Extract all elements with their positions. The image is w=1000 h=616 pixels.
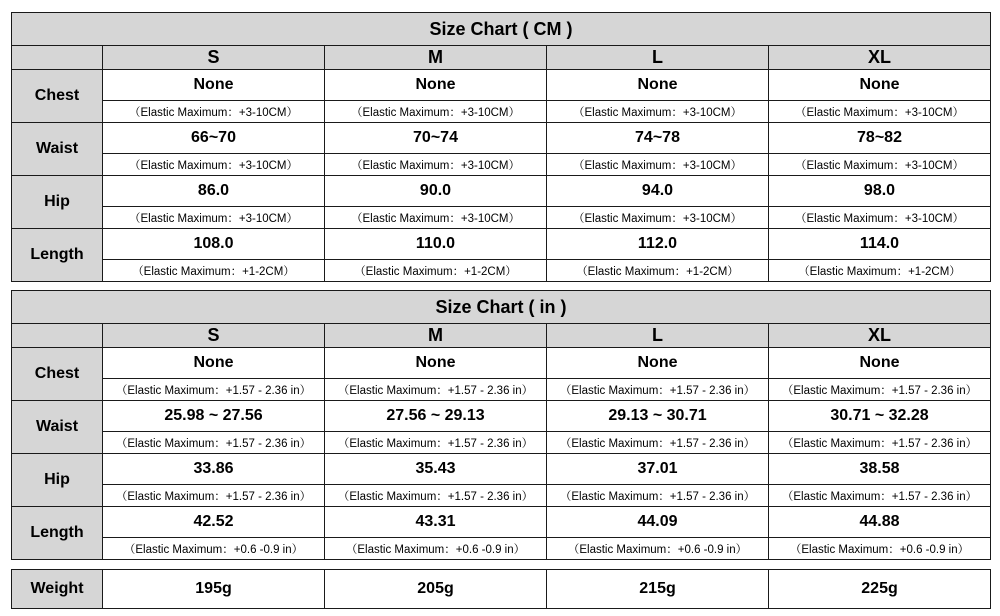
- value-cell: 94.0: [547, 176, 769, 207]
- elastic-note: （Elastic Maximum：+1-2CM）: [547, 260, 769, 282]
- value-cell: 42.52: [103, 507, 325, 538]
- elastic-note: （Elastic Maximum：+3-10CM）: [547, 154, 769, 176]
- value-cell: 86.0: [103, 176, 325, 207]
- elastic-note: （Elastic Maximum：+0.6 -0.9 in）: [547, 538, 769, 560]
- value-cell: 112.0: [547, 229, 769, 260]
- row-label-hip: Hip: [12, 176, 103, 229]
- size-chart-cm-title: Size Chart ( CM ): [12, 13, 991, 46]
- elastic-note: （Elastic Maximum：+3-10CM）: [769, 154, 991, 176]
- elastic-note: （Elastic Maximum：+1.57 - 2.36 in）: [547, 432, 769, 454]
- size-header-s: S: [103, 46, 325, 70]
- elastic-note: （Elastic Maximum：+1.57 - 2.36 in）: [325, 485, 547, 507]
- value-cell: 70~74: [325, 123, 547, 154]
- size-header-xl: XL: [769, 46, 991, 70]
- row-label-weight: Weight: [12, 570, 103, 609]
- value-cell: 66~70: [103, 123, 325, 154]
- value-cell: 33.86: [103, 454, 325, 485]
- value-cell: 74~78: [547, 123, 769, 154]
- value-cell: None: [769, 348, 991, 379]
- size-chart-inch-title: Size Chart ( in ): [12, 291, 991, 324]
- elastic-note: （Elastic Maximum：+1-2CM）: [769, 260, 991, 282]
- value-cell: 78~82: [769, 123, 991, 154]
- value-cell: 35.43: [325, 454, 547, 485]
- value-cell: None: [547, 70, 769, 101]
- value-cell: 25.98 ~ 27.56: [103, 401, 325, 432]
- value-cell: None: [325, 70, 547, 101]
- elastic-note: （Elastic Maximum：+1.57 - 2.36 in）: [103, 432, 325, 454]
- value-cell: None: [769, 70, 991, 101]
- value-cell: None: [103, 348, 325, 379]
- value-cell: 30.71 ~ 32.28: [769, 401, 991, 432]
- row-label-chest: Chest: [12, 348, 103, 401]
- elastic-note: （Elastic Maximum：+3-10CM）: [769, 101, 991, 123]
- elastic-note: （Elastic Maximum：+3-10CM）: [769, 207, 991, 229]
- elastic-note: （Elastic Maximum：+1.57 - 2.36 in）: [769, 485, 991, 507]
- elastic-note: （Elastic Maximum：+1.57 - 2.36 in）: [769, 379, 991, 401]
- value-cell: 44.88: [769, 507, 991, 538]
- elastic-note: （Elastic Maximum：+3-10CM）: [325, 154, 547, 176]
- elastic-note: （Elastic Maximum：+3-10CM）: [103, 101, 325, 123]
- row-label-waist: Waist: [12, 123, 103, 176]
- elastic-note: （Elastic Maximum：+1.57 - 2.36 in）: [325, 379, 547, 401]
- row-label-hip: Hip: [12, 454, 103, 507]
- elastic-note: （Elastic Maximum：+3-10CM）: [547, 101, 769, 123]
- size-header-s: S: [103, 324, 325, 348]
- value-cell: 98.0: [769, 176, 991, 207]
- size-chart-inch-table: [11, 290, 991, 560]
- value-cell: 44.09: [547, 507, 769, 538]
- elastic-note: （Elastic Maximum：+3-10CM）: [325, 101, 547, 123]
- row-label-chest: Chest: [12, 70, 103, 123]
- value-cell: 110.0: [325, 229, 547, 260]
- elastic-note: （Elastic Maximum：+1.57 - 2.36 in）: [103, 485, 325, 507]
- value-cell: None: [325, 348, 547, 379]
- value-cell: 43.31: [325, 507, 547, 538]
- weight-value-l: 215g: [547, 570, 769, 609]
- elastic-note: （Elastic Maximum：+1.57 - 2.36 in）: [769, 432, 991, 454]
- elastic-note: （Elastic Maximum：+3-10CM）: [325, 207, 547, 229]
- size-header-m: M: [325, 324, 547, 348]
- size-header-l: L: [547, 46, 769, 70]
- value-cell: 29.13 ~ 30.71: [547, 401, 769, 432]
- value-cell: 27.56 ~ 29.13: [325, 401, 547, 432]
- row-label-waist: Waist: [12, 401, 103, 454]
- weight-value-s: 195g: [103, 570, 325, 609]
- elastic-note: （Elastic Maximum：+0.6 -0.9 in）: [103, 538, 325, 560]
- elastic-note: （Elastic Maximum：+3-10CM）: [103, 154, 325, 176]
- row-label-length: Length: [12, 229, 103, 282]
- elastic-note: （Elastic Maximum：+3-10CM）: [547, 207, 769, 229]
- size-header-l: L: [547, 324, 769, 348]
- elastic-note: （Elastic Maximum：+1.57 - 2.36 in）: [325, 432, 547, 454]
- elastic-note: （Elastic Maximum：+0.6 -0.9 in）: [769, 538, 991, 560]
- size-header-m: M: [325, 46, 547, 70]
- value-cell: 90.0: [325, 176, 547, 207]
- weight-table: [11, 569, 991, 609]
- elastic-note: （Elastic Maximum：+1-2CM）: [325, 260, 547, 282]
- elastic-note: （Elastic Maximum：+3-10CM）: [103, 207, 325, 229]
- size-header-xl: XL: [769, 324, 991, 348]
- weight-value-xl: 225g: [769, 570, 991, 609]
- size-chart-cm-table: [11, 12, 991, 282]
- elastic-note: （Elastic Maximum：+1.57 - 2.36 in）: [547, 485, 769, 507]
- value-cell: 114.0: [769, 229, 991, 260]
- row-label-length: Length: [12, 507, 103, 560]
- value-cell: 38.58: [769, 454, 991, 485]
- corner-cell: [12, 324, 103, 348]
- elastic-note: （Elastic Maximum：+1.57 - 2.36 in）: [103, 379, 325, 401]
- value-cell: 108.0: [103, 229, 325, 260]
- corner-cell: [12, 46, 103, 70]
- value-cell: None: [547, 348, 769, 379]
- value-cell: None: [103, 70, 325, 101]
- elastic-note: （Elastic Maximum：+0.6 -0.9 in）: [325, 538, 547, 560]
- weight-value-m: 205g: [325, 570, 547, 609]
- value-cell: 37.01: [547, 454, 769, 485]
- elastic-note: （Elastic Maximum：+1-2CM）: [103, 260, 325, 282]
- elastic-note: （Elastic Maximum：+1.57 - 2.36 in）: [547, 379, 769, 401]
